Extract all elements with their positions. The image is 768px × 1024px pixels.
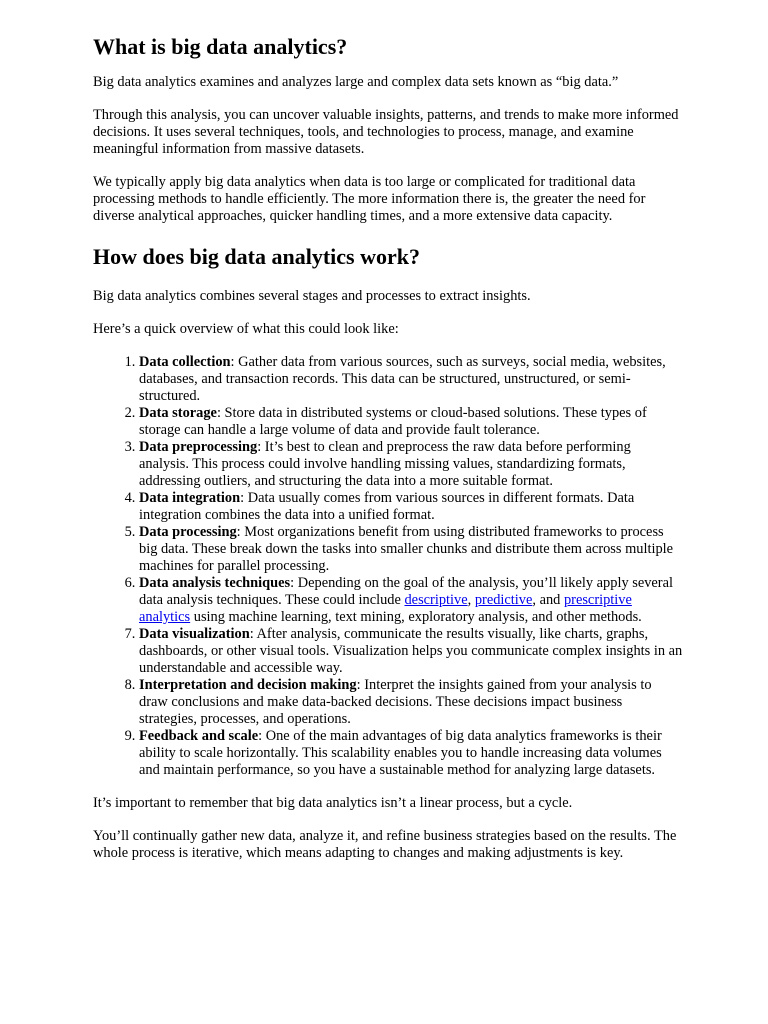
list-item xyxy=(139,626,683,677)
list-item xyxy=(139,490,683,524)
step-text: : Most organizations benefit from using distributed frameworks to process big data. These break down the tasks into smaller chunks and distribute them across multiple machines for parallel processing. xyxy=(139,524,674,574)
step-title: Data storage xyxy=(139,405,217,421)
step-text: : One of the main advantages of big data analytics frameworks is their ability to scale horizontally. This scalability enables you to handle increasing data volumes and maintain performance, so you have a sustainable method for analyzing large datasets. xyxy=(139,728,662,778)
step-title: Data analysis techniques xyxy=(139,575,291,591)
heading-what-is-big-data: What is big data analytics? xyxy=(93,34,348,59)
step-text: : After analysis, communicate the results visually, like charts, graphs, dashboards, or other visual tools. Visualization helps you communicate complex insights in an understandable and accessible way. xyxy=(139,626,683,676)
paragraph: Here’s a quick overview of what this could look like: xyxy=(93,321,399,337)
step-text: : Data usually comes from various sources in different formats. Data integration combines the data into a unified format. xyxy=(139,490,635,523)
step-title: Data preprocessing xyxy=(139,439,258,455)
step-title: Interpretation and decision making xyxy=(139,677,357,693)
step-text: : Depending on the goal of the analysis, you’ll likely apply several data analysis techniques. These could include xyxy=(139,575,673,608)
step-text: : It’s best to clean and preprocess the raw data before performing analysis. This process could involve handling missing values, standardizing formats, addressing outliers, and structuring the data into a more suitable format. xyxy=(139,439,631,489)
step-text: : Store data in distributed systems or cloud-based solutions. These types of storage can handle a large volume of data and provide fault tolerance. xyxy=(139,405,647,438)
list-item xyxy=(139,439,683,490)
paragraph: You’ll continually gather new data, analyze it, and refine business strategies based on the results. The whole process is iterative, which means adapting to changes and making adjustments is key. xyxy=(93,828,677,861)
step-text: : Interpret the insights gained from your analysis to draw conclusions and make data-backed decisions. These decisions impact business strategies, processes, and operations. xyxy=(139,677,652,727)
steps-list xyxy=(93,354,683,779)
step-title: Data integration xyxy=(139,490,241,506)
step-title: Data collection xyxy=(139,354,231,370)
list-item xyxy=(139,575,683,626)
paragraph: We typically apply big data analytics when data is too large or complicated for traditional data processing methods to handle efficiently. The more information there is, the greater the need for diverse analytical approaches, quicker handling times, and a more extensive data capacity. xyxy=(93,174,646,224)
separator: , and xyxy=(532,592,564,608)
link-predictive[interactable]: predictive xyxy=(474,592,533,608)
step-text: : Gather data from various sources, such as surveys, social media, websites, databases, and transaction records. This data can be structured, unstructured, or semi-structured. xyxy=(139,354,666,404)
heading-how-it-works: How does big data analytics work? xyxy=(93,244,420,269)
list-item xyxy=(139,405,683,439)
link-prescriptive-analytics[interactable]: prescriptive analytics xyxy=(139,592,632,625)
paragraph: Big data analytics examines and analyzes large and complex data sets known as “big data.” xyxy=(93,74,619,90)
paragraph: Through this analysis, you can uncover valuable insights, patterns, and trends to make more informed decisions. It uses several techniques, tools, and technologies to process, manage, and examine meaningful information from massive datasets. xyxy=(93,107,679,157)
list-item xyxy=(139,728,683,779)
step-title: Feedback and scale xyxy=(139,728,259,744)
step-title: Data processing xyxy=(139,524,237,540)
separator: , xyxy=(467,592,475,608)
paragraph: Big data analytics combines several stages and processes to extract insights. xyxy=(93,288,531,304)
document xyxy=(93,30,683,862)
list-item xyxy=(139,677,683,728)
link-descriptive[interactable]: descriptive xyxy=(404,592,468,608)
step-title: Data visualization xyxy=(139,626,250,642)
list-item xyxy=(139,524,683,575)
list-item xyxy=(139,354,683,405)
paragraph: It’s important to remember that big data analytics isn’t a linear process, but a cycle. xyxy=(93,795,573,811)
step-text: using machine learning, text mining, exploratory analysis, and other methods. xyxy=(190,609,642,625)
